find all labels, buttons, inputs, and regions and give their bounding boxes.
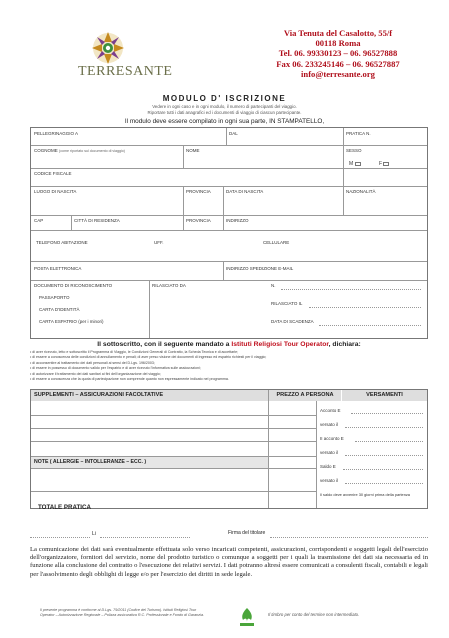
supplements-table (30, 389, 428, 509)
declaration-text: di autorizzare il trattamento dei dati sanitari ai fini dell'organizzazione del viaggio; (32, 371, 161, 376)
sesso-f-checkbox[interactable] (383, 162, 389, 166)
sesso-m-option[interactable] (349, 161, 361, 167)
field-scadenza[interactable]: DATA DI SCADENZA (271, 319, 314, 324)
address-street: Via Tenuta del Casalotto, 55/f (283, 28, 393, 38)
stamp-logo (235, 606, 259, 628)
field-rilasciato-da[interactable]: RILASCIATO DA (152, 283, 186, 288)
field-cellulare[interactable]: CELLULARE (263, 240, 290, 245)
address-email: info@terresante.org (301, 68, 375, 79)
payment-secondo-acconto-date[interactable]: versato il (320, 450, 339, 455)
field-provincia[interactable]: PROVINCIA (186, 189, 211, 194)
field-nome[interactable]: NOME (186, 148, 200, 153)
field-ufficio[interactable]: UFF. (154, 240, 164, 245)
carta-espatrio-note: (per i minori) (78, 319, 104, 324)
payment-acconto-date[interactable]: versato il (320, 422, 339, 427)
sesso-f-label: F (379, 161, 383, 167)
signature-label[interactable]: Firma del titolare (228, 530, 266, 536)
form-instruction: Il modulo deve essere compilato in ogni sua parte, IN STAMPATELLO, (124, 118, 325, 125)
address-phone: Tel. 06. 99330123 – 06. 96527888 (278, 48, 398, 59)
address-city: 00118 Roma (315, 38, 361, 49)
declaration-item: • di autorizzare il trattamento dei dati sanitari ai fini dell'organizzazione del viaggio; (30, 371, 161, 376)
field-luogo-nascita[interactable]: LUOGO DI NASCITA (34, 189, 77, 194)
declaration-item: • di acconsentire al trattamento dei dati personali ai sensi del D.Lgs. 196/2003; (30, 360, 155, 365)
field-codice-fiscale[interactable]: CODICE FISCALE (34, 171, 72, 176)
signature-place[interactable]: Li (92, 531, 96, 537)
option-carta-espatrio[interactable] (39, 319, 103, 324)
notes-header: NOTE ( ALLERGIE – INTOLLERANZE – ECC. ) (31, 457, 268, 468)
field-citta[interactable]: CITTÀ DI RESIDENZA (74, 218, 120, 223)
field-indirizzo[interactable]: INDIRIZZO (226, 218, 249, 223)
subtitle-line-1: Vedere in ogni caso e in ogni modulo, il numero di partecipanti del viaggio. (152, 104, 297, 109)
field-numero[interactable]: N. (271, 283, 276, 288)
option-passaporto[interactable]: PASSAPORTO (39, 295, 70, 300)
field-provincia-residenza[interactable]: PROVINCIA (186, 218, 211, 223)
declaration-item: • di essere a conoscenza che la quota di partecipazione non comprende quanto non espressamente indicato nel programma. (30, 377, 229, 382)
option-carta-identita[interactable]: CARTA D'IDENTITÀ (39, 307, 80, 312)
field-pratica[interactable]: PRATICA N. (346, 131, 371, 136)
mandate-prefix: Il sottoscritto, con il seguente mandato a (97, 341, 232, 348)
payment-saldo-date[interactable]: versato il (320, 478, 339, 483)
payment-saldo[interactable]: Saldo E (320, 464, 336, 469)
field-cap[interactable]: CAP (34, 218, 44, 223)
address-block (248, 28, 428, 79)
declaration-item: • di aver ricevuto, letto e sottoscritto il Programma di Viaggio, le Condizioni Generali di Contratto, la Scheda Tecnica e di accettarle; (30, 350, 239, 354)
field-cognome[interactable] (34, 148, 125, 153)
declaration-list (30, 350, 428, 382)
price-header: PREZZO A PERSONA (269, 390, 341, 401)
declaration-text: di acconsentire al trattamento dei dati personali ai sensi del D.Lgs. 196/2003; (32, 360, 155, 365)
declaration-text: di aver ricevuto, letto e sottoscritto il Programma di Viaggio, le Condizioni Generali di Contratto, la Scheda Tecnica e di accettarle; (32, 350, 239, 354)
field-telefono[interactable]: TELEFONO ABITAZIONE (36, 240, 88, 245)
declaration-text: di essere in possesso di documento valido per l'espatrio e di aver ricevuto l'informativa sulle assicurazioni; (32, 366, 201, 371)
legal-note: Il presente programma è conforme al D.Lgs. 79/2011 (Codice del Turismo). Istituti Religiosi Tour Operator – Autorizzazione Regionale – Polizza assicurativa R.C. Professionale e Fondo di Garanzia. (40, 608, 205, 617)
field-dal[interactable]: DAL (229, 131, 238, 136)
sesso-m-label: M (349, 161, 354, 167)
field-indirizzo-spedizione[interactable]: INDIRIZZO SPEDIZIONE E-MAIL (226, 266, 294, 271)
field-sesso: SESSO (346, 148, 362, 153)
field-pellegrinaggio[interactable]: PELLEGRINAGGIO A (34, 131, 79, 136)
sesso-f-option[interactable] (379, 161, 389, 167)
privacy-text: La comunicazione dei dati sarà eventualmente effettuata solo verso incaricati competenti, assicurazioni, corrispondenti e soggetti legali dell'esercizio dell'organizzatore, fornitori del servizio, nome del prodotto turistico o comunque a soggetti per i quali la trasmissione dei dati sia necessaria ed in funzione alla conclusione del contratto o l'esecuzione dei relativi servizi. I dati potranno altresì essere comunicati a consulenti fiscali, contabili e legali per l'assolvimento degli obblighi di legge e/o per l'esercizio dei diritti in sede legale. (30, 546, 428, 578)
sesso-m-checkbox[interactable] (355, 162, 361, 166)
declaration-text: di essere a conoscenza che la quota di partecipazione non comprende quanto non espressamente indicato nel programma. (32, 377, 229, 382)
field-documento: DOCUMENTO DI RICONOSCIMENTO (34, 283, 113, 288)
payment-secondo-acconto[interactable]: II acconto E (320, 436, 344, 441)
mandate-suffix: , dichiara: (328, 341, 361, 348)
field-rilasciato-il[interactable]: RILASCIATO IL (271, 301, 303, 306)
mandate-statement (30, 341, 428, 348)
declaration-item: • di essere in possesso di documento valido per l'espatrio e di aver ricevuto l'informativa sulle assicurazioni; (30, 366, 201, 371)
cognome-note: (come riportato sul documento di viaggio) (59, 149, 125, 153)
field-email[interactable]: POSTA ELETTRONICA (34, 266, 82, 271)
cognome-label: COGNOME (34, 148, 58, 153)
payments-header: VERSAMENTI (342, 390, 427, 401)
payment-acconto[interactable]: Acconto E (320, 408, 341, 413)
mandate-org: Istituti Religiosi Tour Operator (231, 341, 329, 348)
field-nazionalita[interactable]: NAZIONALITÀ (346, 189, 376, 194)
address-fax: Fax 06. 233245146 – 06. 96527887 (276, 58, 400, 69)
supplements-header: SUPPLEMENTI – ASSICURAZIONI FACOLTATIVE (31, 390, 268, 401)
form-title: MODULO D' ISCRIZIONE (162, 94, 287, 103)
declaration-item: • di essere a conoscenza delle condizioni di annullamento e penali; di aver preso visione dei documenti di ingresso ed espatrio richiesti per il viaggio; (30, 355, 267, 360)
registration-form-grid (30, 127, 428, 339)
declaration-text: di essere a conoscenza delle condizioni di annullamento e penali; di aver preso visione dei documenti di ingresso ed espatrio richiesti per il viaggio; (32, 355, 267, 360)
total-label: TOTALE PRATICA (38, 504, 91, 511)
carta-espatrio-label: CARTA ESPATRIO (39, 319, 77, 324)
brand-name: TERRESANTE (78, 64, 173, 79)
payment-saldo-note: Il saldo deve avvenire 30 giorni prima della partenza (320, 492, 410, 497)
stamp-note: Il timbro per conto del termine non intermediato. (268, 612, 360, 617)
field-data-nascita[interactable]: DATA DI NASCITA (226, 189, 264, 194)
subtitle-line-2: Riportare tutti i dati anagrafici ed i documenti di viaggio di ciascun partecipante. (147, 110, 302, 115)
form-subtitle (0, 104, 449, 116)
